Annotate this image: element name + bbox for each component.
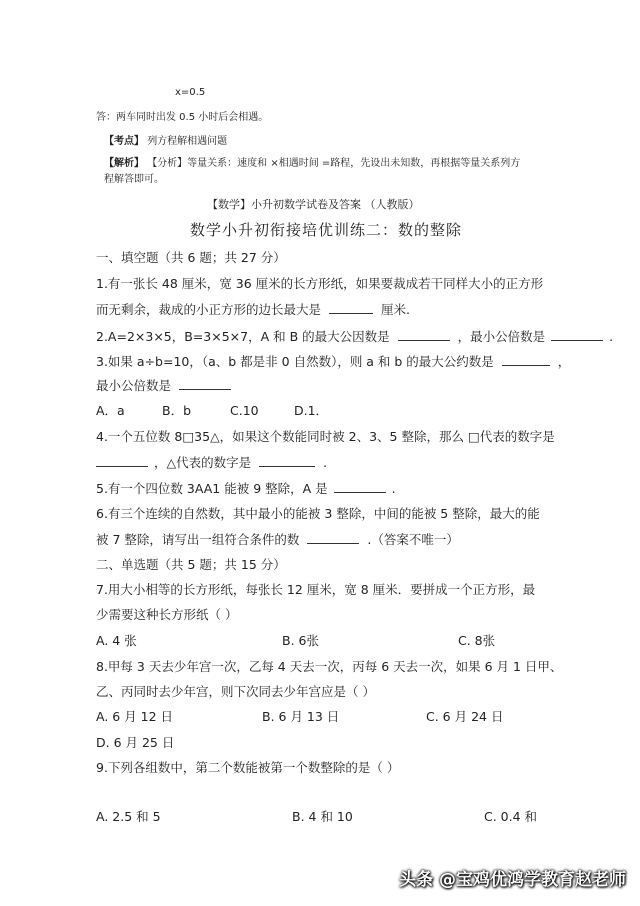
question-3-line-1 [96, 353, 570, 371]
option-b[interactable]: B. 4 和 10 [292, 809, 353, 824]
question-4-line-1: 4.一个五位数 8□35△，如果这个数能同时被 2、3、5 整除，那么 □代表的数字是 [96, 429, 555, 444]
question-1-text: 而无剩余，裁成的小正方形的边长最大是 [96, 302, 322, 317]
question-1-unit: 厘米. [380, 302, 410, 317]
answer-blank[interactable] [502, 353, 550, 366]
question-6-line-2 [96, 531, 459, 549]
jiexi-text: 【分析】等量关系：速度和 ×相遇时间 =路程，先设出未知数，再根据等量关系列方 [147, 158, 521, 169]
question-3-text: 3.如果 a÷b=10，（a、b 都是非 0 自然数），则 a 和 b 的最大公约数是 [96, 354, 494, 369]
question-4-text-2: ，△代表的数字是 [153, 455, 252, 470]
answer-blank[interactable] [551, 328, 603, 341]
option-a[interactable]: A. 2.5 和 5 [96, 809, 161, 824]
option-b[interactable]: B．b [162, 403, 192, 418]
answer-blank[interactable] [179, 377, 231, 390]
option-a[interactable]: A．a [96, 403, 125, 418]
answer-blank[interactable] [307, 531, 359, 544]
answer-blank[interactable] [259, 454, 315, 467]
answer-line: 答：两车同时出发 0.5 小时后会相遇。 [96, 112, 269, 123]
kaodian-line [104, 135, 227, 149]
question-3-text-2: 最小公倍数是 [96, 378, 172, 393]
equation-result: x=0.5 [175, 87, 206, 98]
question-8-line-1: 8.甲每 3 天去少年宫一次，乙每 4 天去一次，丙每 6 天去一次，如果 6 月 1 日甲、 [96, 659, 563, 674]
jiexi-line-2: 程解答即可。 [104, 174, 164, 185]
answer-blank[interactable] [329, 301, 373, 314]
banner: 【数学】小升初数学试卷及答案 （人教版） [207, 198, 420, 211]
question-2-text: 2.A=2×3×5，B=3×5×7，A 和 B 的最大公因数是 [96, 329, 390, 344]
question-7-line-2: 少需要这种长方形纸（ ） [96, 607, 238, 622]
question-3-comma: ， [557, 354, 571, 369]
question-5-end: . [391, 481, 396, 496]
kaodian-tag: 【考点】 [104, 136, 144, 147]
question-6-line-1: 6.有三个连续的自然数，其中最小的能被 3 整除，中间的能被 5 整除，最大的能 [96, 506, 540, 521]
answer-blank[interactable] [334, 480, 386, 493]
option-a[interactable]: A. 4 张 [96, 633, 137, 648]
option-b[interactable]: B. 6 月 13 日 [262, 709, 340, 724]
question-3-line-2 [96, 377, 235, 395]
question-1-line-1: 1.有一张长 48 厘米，宽 36 厘米的长方形纸，如果要裁成若干同样大小的正方形 [96, 276, 544, 291]
section-label-fill: 一、填空题（共 6 题；共 27 分） [96, 250, 286, 265]
page-title: 数学小升初衔接培优训练二：数的整除 [190, 221, 463, 239]
option-a[interactable]: A. 6 月 12 日 [96, 709, 174, 724]
question-2-text-2: ，最小公倍数是 [457, 329, 546, 344]
question-4-end: . [323, 455, 328, 470]
question-6-end: .（答案不唯一） [367, 532, 459, 547]
question-9: 9.下列各组数中，第二个数能被第一个数整除的是（ ） [96, 760, 400, 775]
option-d[interactable]: D. 6 月 25 日 [96, 735, 175, 750]
question-1-line-2 [96, 301, 410, 319]
option-c[interactable]: C.10 [230, 403, 259, 418]
answer-blank[interactable] [96, 454, 148, 467]
question-7-line-1: 7.用大小相等的长方形纸，每张长 12 厘米，宽 8 厘米．要拼成一个正方形，最 [96, 582, 536, 597]
answer-blank[interactable] [398, 328, 450, 341]
option-c[interactable]: C. 8张 [458, 633, 496, 648]
option-c[interactable]: C. 0.4 和 [484, 809, 538, 824]
question-5-text: 5.有一个四位数 3AA1 能被 9 整除，A 是 [96, 481, 328, 496]
section-label-single-choice: 二、单选题（共 5 题；共 15 分） [96, 557, 286, 572]
kaodian-text: 列方程解相遇问题 [147, 136, 228, 147]
watermark: 头条 @宝鸡优鸿学教育赵老师 [399, 870, 626, 890]
question-8-line-2: 乙、丙同时去少年宫，则下次同去少年宫应是（ ） [96, 684, 375, 699]
option-c[interactable]: C. 6 月 24 日 [426, 709, 504, 724]
question-6-text-2: 被 7 整除，请写出一组符合条件的数 [96, 532, 300, 547]
option-d[interactable]: D.1． [294, 403, 329, 418]
jiexi-tag: 【解析】 [104, 158, 144, 169]
question-2 [96, 328, 613, 346]
option-b[interactable]: B. 6张 [282, 633, 319, 648]
jiexi-line [104, 157, 520, 171]
question-2-end: . [609, 329, 614, 344]
question-4-line-2 [96, 454, 327, 472]
question-5 [96, 480, 396, 498]
